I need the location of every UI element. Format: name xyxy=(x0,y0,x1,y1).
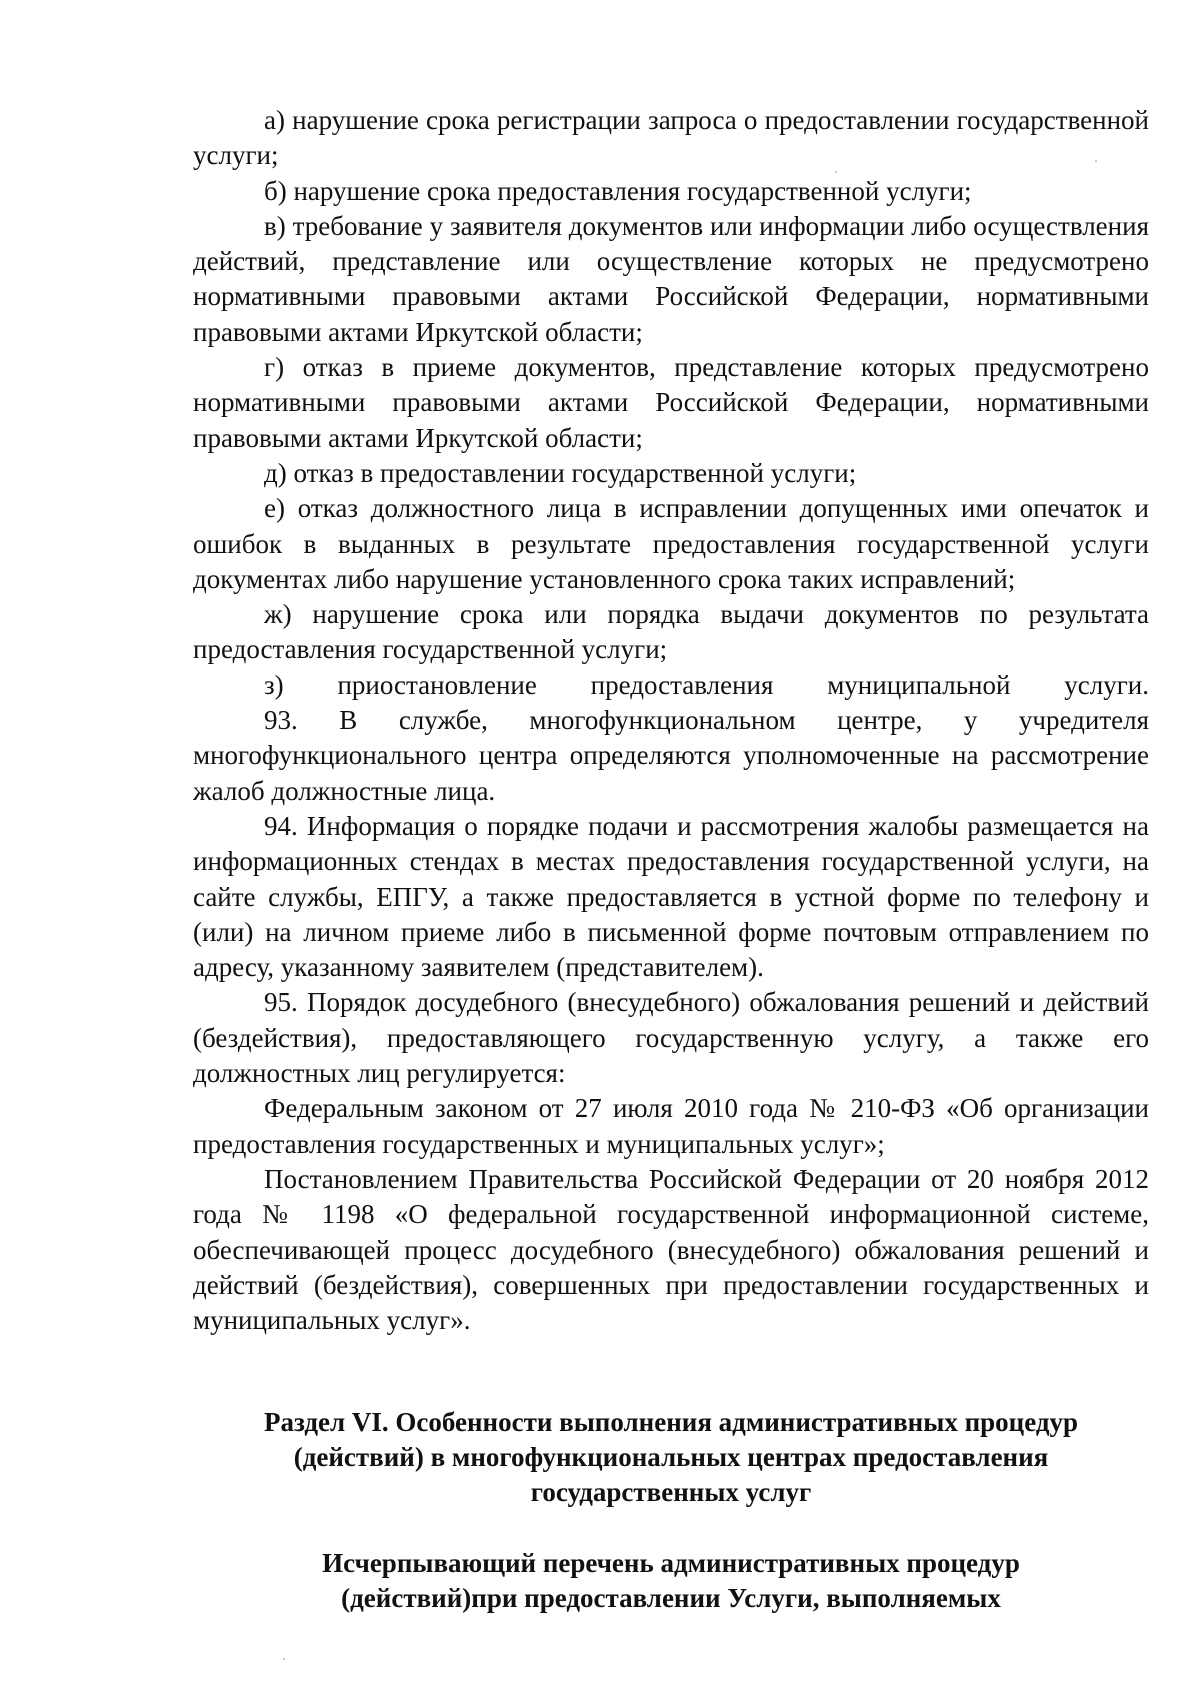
section-heading xyxy=(193,1405,1149,1510)
section-heading-line: государственных услуг xyxy=(530,1477,812,1507)
section-headings xyxy=(193,1405,1149,1616)
paragraph-item-e: е) отказ должностного лица в исправлении допущенных ими опечаток и ошибок в выданных в результате предоставления государственной услуги документах либо нарушение установленного срока таких исправлений; xyxy=(193,493,1149,594)
paragraph-93: 93. В службе, многофункциональном центре, у учредителя многофункционального центра определяются уполномоченные на рассмотрение жалоб должностные лица. xyxy=(193,705,1149,806)
paragraph-item-g: г) отказ в приеме документов, представление которых предусмотрено нормативными правовыми актами Российской Федерации, нормативными правовыми актами Иркутской области; xyxy=(193,352,1149,453)
document-body xyxy=(193,103,1149,1338)
subsection-heading-line: Исчерпывающий перечень административных процедур xyxy=(322,1548,1020,1578)
scan-speck xyxy=(283,1658,285,1660)
paragraph-item-a: а) нарушение срока регистрации запроса о предоставлении государственной услуги; xyxy=(193,105,1149,171)
paragraph-95: 95. Порядок досудебного (внесудебного) обжалования решений и действий (бездействия), предоставляющего государственную услугу, а также его должностных лиц регулируется: xyxy=(193,987,1149,1089)
scan-speck xyxy=(1095,160,1097,162)
paragraph-94: 94. Информация о порядке подачи и рассмотрения жалобы размещается на информационных стендах в местах предоставления государственной услуги, на сайте службы, ЕПГУ, а также предоставляется в устной форме по телефону и (или) на личном приеме либо в письменной форме почтовым отправлением по адресу, указанному заявителем (представителем). xyxy=(193,810,1149,983)
scan-speck xyxy=(835,171,837,173)
paragraph-item-b: б) нарушение срока предоставления государственной услуги; xyxy=(264,175,972,206)
subsection-heading xyxy=(193,1546,1149,1616)
paragraph-federal-law: Федеральным законом от 27 июля 2010 года № 210-ФЗ «Об организации предоставления государственных и муниципальных услуг»; xyxy=(193,1093,1149,1159)
paragraph-item-d: д) отказ в предоставлении государственной услуги; xyxy=(264,457,857,488)
paragraph-item-z: з) приостановление предоставления муниципальной услуги. xyxy=(264,669,1149,700)
subsection-heading-line: (действий)при предоставлении Услуги, выполняемых xyxy=(341,1583,1001,1613)
section-heading-line: Раздел VI. Особенности выполнения административных процедур xyxy=(263,1407,1079,1437)
paragraph-government-decree: Постановлением Правительства Российской Федерации от 20 ноября 2012 года № 1198 «О федеральной государственной информационной системе, обеспечивающей процесс досудебного (внесудебного) обжалования решений и действий (бездействия), совершенных при предоставлении государственных и муниципальных услуг». xyxy=(193,1163,1149,1336)
paragraph-item-zh: ж) нарушение срока или порядка выдачи документов по результата предоставления государственной услуги; xyxy=(193,599,1149,665)
section-heading-line: (действий) в многофункциональных центрах предоставления xyxy=(293,1442,1049,1472)
paragraph-item-v: в) требование у заявителя документов или информации либо осуществления действий, представление или осуществление которых не предусмотрено нормативными правовыми актами Российской Федерации, нормативными правовыми актами Иркутской области; xyxy=(193,210,1149,347)
